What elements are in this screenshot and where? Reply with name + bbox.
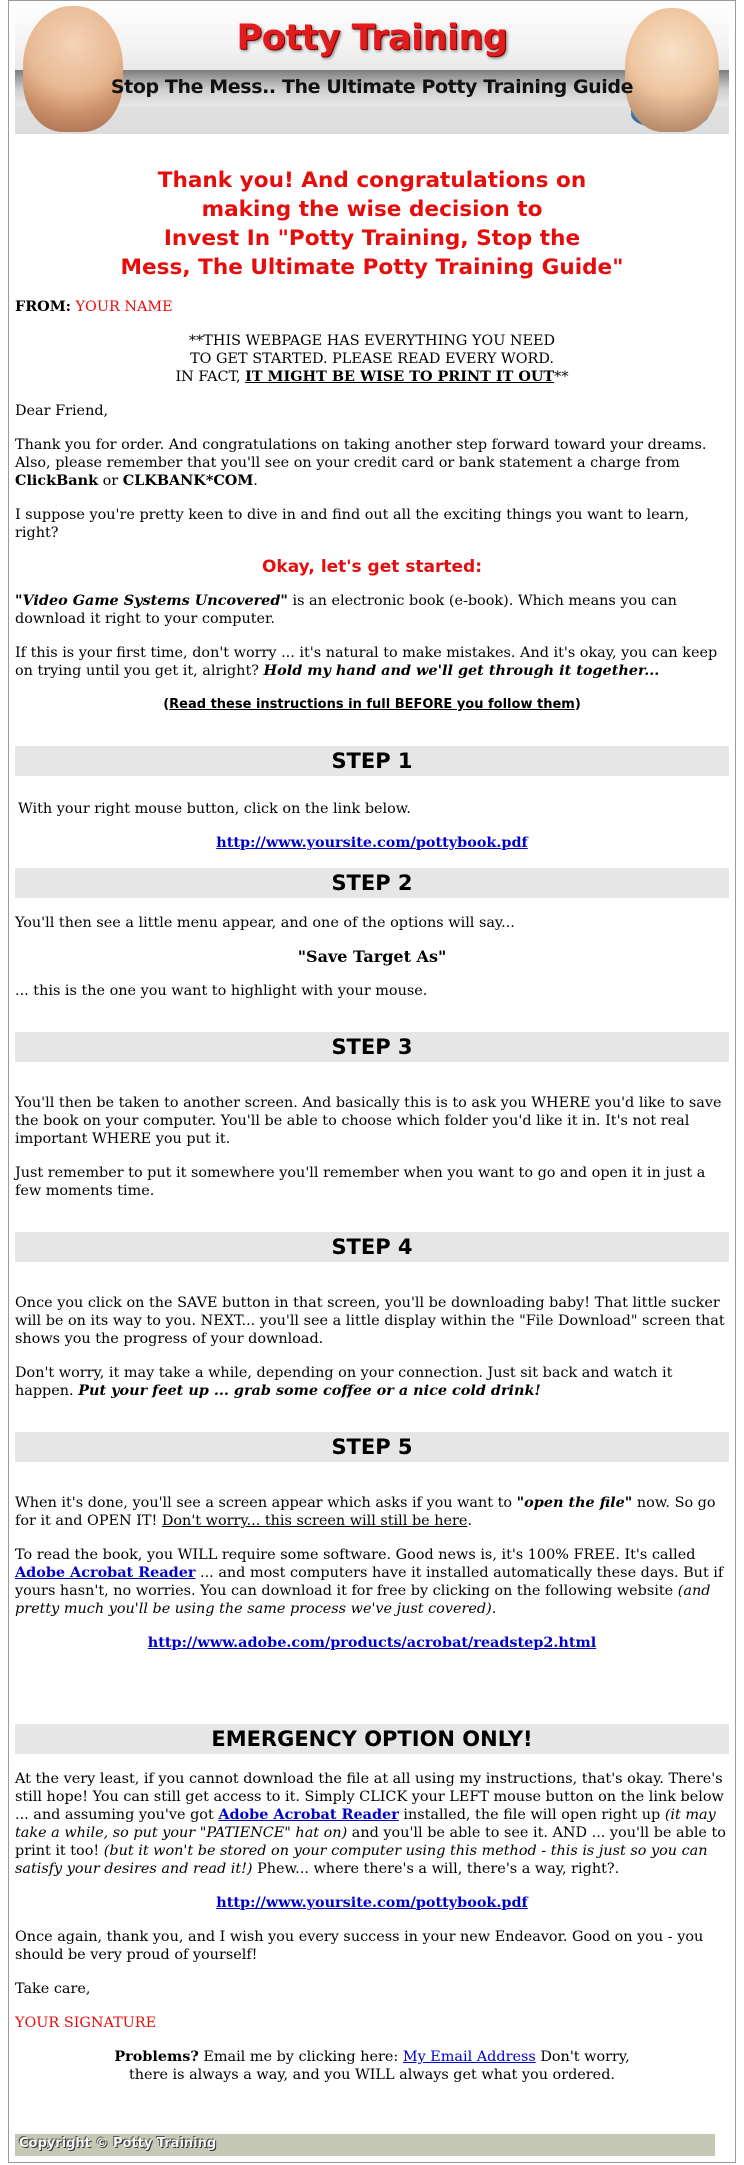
emergency-emphasis-1: (it may take a while, so put your "PATIENCE" hat on) (15, 1807, 716, 1841)
step-5-text-a: When it's done, you'll see a screen appear which asks if you want to (15, 1495, 513, 1511)
step-4-paragraph-1: Once you click on the SAVE button in that screen, you'll be downloading baby! That little sucker will be on its way to you. NEXT... you'll see a little display within the "File Download" screen that shows you the progress of your download. (15, 1295, 725, 1347)
step-1-link-line (15, 834, 729, 852)
step-3-paragraph-2: Just remember to put it somewhere you'll remember when you want to go and open it in just a few moments time. (15, 1165, 706, 1199)
emergency-pdf-link[interactable]: http://www.yoursite.com/pottybook.pdf (216, 1894, 528, 1911)
banner-title: Potty Training (236, 18, 508, 58)
notice-line-3-prefix: IN FACT, (175, 369, 241, 385)
step-2-after: ... this is the one you want to highlight with your mouse. (15, 983, 428, 999)
step-3-paragraph-1: You'll then be taken to another screen. And basically this is to ask you WHERE you'd like to save the book on your computer. You'll be able to choose which folder you'd like it in. It's not real important WHERE you put it. (15, 1095, 722, 1147)
print-notice (15, 332, 729, 386)
step-5-paragraph-1 (15, 1494, 729, 1530)
step-5-software-emphasis: (and pretty much you'll be using the same process we've just covered) (15, 1583, 711, 1617)
clkbank-label: CLKBANK*COM (122, 472, 254, 489)
greeting: Dear Friend, (15, 403, 109, 419)
pdf-download-link[interactable]: http://www.yoursite.com/pottybook.pdf (216, 834, 528, 851)
step-5-software-text: To read the book, you WILL require some software. Good news is, it's 100% FREE. It's called (15, 1547, 696, 1563)
first-time-paragraph (15, 644, 729, 680)
notice-suffix: ** (554, 369, 569, 385)
first-time-emphasis: Hold my hand and we'll get through it together... (263, 662, 660, 679)
notice-line-1: **THIS WEBPAGE HAS EVERYTHING YOU NEED (188, 333, 556, 349)
emergency-heading: EMERGENCY OPTION ONLY! (15, 1724, 729, 1754)
dont-worry-underline: Don't worry... this screen will still be here (161, 1513, 468, 1529)
step-5-end: . (467, 1513, 473, 1529)
clickbank-label: ClickBank (15, 472, 99, 489)
step-2-text: You'll then see a little menu appear, and one of the options will say... (15, 915, 515, 931)
problems-text-2: Don't worry, (540, 2049, 630, 2065)
problems-text: Email me by clicking here: (203, 2049, 399, 2065)
copyright-text: Copyright © Potty Training (19, 2136, 217, 2151)
thanks-line-3: Invest In "Potty Training, Stop the (163, 226, 581, 251)
adobe-download-link[interactable]: http://www.adobe.com/products/acrobat/readstep2.html (147, 1634, 597, 1651)
step-5-paragraph-2 (15, 1546, 729, 1618)
emergency-acrobat-link[interactable]: Adobe Acrobat Reader (218, 1806, 399, 1823)
notice-emphasis: IT MIGHT BE WISE TO PRINT IT OUT (245, 368, 555, 385)
step-5-text-b: now. So go for it and OPEN IT! (15, 1495, 716, 1529)
step-3-heading: STEP 3 (15, 1032, 729, 1062)
first-time-text: If this is your first time, don't worry ... it's natural to make mistakes. And it's okay, you can keep on trying until you get it, alright? (15, 645, 718, 679)
step-5-software-end: . (491, 1601, 497, 1617)
footer-bar (15, 2134, 715, 2156)
thanks-line-1: Thank you! And congratulations on (157, 168, 587, 193)
emergency-text-a: At the very least, if you cannot download the file at all using my instructions, that's okay. There's still hope! You can still get access to it. Simply CLICK your LEFT mouse button on the link below ... and assuming you've got (15, 1771, 724, 1823)
intro-paragraph (15, 436, 729, 490)
step-2-heading: STEP 2 (15, 868, 729, 898)
step-4-paragraph-2 (15, 1364, 729, 1400)
main-content (15, 150, 729, 2100)
header-banner (15, 2, 729, 134)
banner-subtitle: Stop The Mess.. The Ultimate Potty Training Guide (110, 76, 634, 98)
ebook-title: "Video Game Systems Uncovered" (15, 592, 288, 609)
take-care: Take care, (15, 1981, 91, 1997)
emergency-link-line (15, 1894, 729, 1912)
intro-end: . (253, 473, 258, 489)
save-target-option: "Save Target As" (297, 947, 447, 966)
problems-line-2: there is always a way, and you WILL always get what you ordered. (129, 2067, 615, 2083)
intro-text: Thank you for order. And congratulations on taking another step forward toward your dreams. Also, please remember that you'll see on your credit card or bank statement a charge from (15, 437, 707, 471)
thanks-line-4: Mess, The Ultimate Potty Training Guide" (120, 255, 624, 280)
adobe-link-line (15, 1634, 729, 1652)
problems-label: Problems? (114, 2048, 199, 2065)
thank-you-headline (15, 166, 729, 282)
step-4-emphasis: Put your feet up ... grab some coffee or a nice cold drink! (78, 1382, 541, 1399)
emergency-paragraph (15, 1770, 729, 1878)
email-link[interactable]: My Email Address (402, 2049, 536, 2065)
open-the-file-emphasis: "open the file" (516, 1494, 633, 1511)
step-4-heading: STEP 4 (15, 1232, 729, 1262)
emergency-text-b: installed, the file will open right up (403, 1807, 661, 1823)
ebook-text: is an electronic book (e-book). Which means you can download it right to your computer. (15, 593, 677, 627)
step-5-software-text-b: ... and most computers have it installed automatically these days. But if yours hasn't, no worries. You can download it for free by clicking on the following website (15, 1565, 724, 1599)
step-1-text: With your right mouse button, click on the link below. (18, 801, 411, 817)
emergency-text-d: Phew... where there's a will, there's a way, right?. (257, 1861, 620, 1877)
ebook-paragraph (15, 592, 729, 628)
from-line (15, 298, 729, 316)
step-5-heading: STEP 5 (15, 1432, 729, 1462)
keen-paragraph: I suppose you're pretty keen to dive in and find out all the exciting things you want to learn, right? (15, 507, 689, 541)
from-name: YOUR NAME (75, 299, 173, 315)
emergency-text-c: and you'll be able to see it. AND ... you'll be able to print it too! (15, 1825, 726, 1859)
get-started-heading: Okay, let's get started: (261, 557, 483, 577)
signature: YOUR SIGNATURE (15, 2015, 157, 2031)
intro-or: or (102, 473, 119, 489)
notice-line-2: TO GET STARTED. PLEASE READ EVERY WORD. (190, 351, 554, 367)
thanks-line-2: making the wise decision to (201, 197, 543, 222)
step-1-heading: STEP 1 (15, 746, 729, 776)
from-label: FROM: (15, 298, 71, 315)
read-instructions-text: Read these instructions in full BEFORE you follow them (169, 697, 575, 712)
step-4-text: Don't worry, it may take a while, depending on your connection. Just sit back and watch it happen. (15, 1365, 673, 1399)
emergency-emphasis-2: (but it won't be stored on your computer using this method - this is just so you can satisfy your desires and read it!) (15, 1843, 708, 1877)
read-instructions-line: (Read these instructions in full BEFORE you follow them) (163, 697, 581, 712)
closing-paragraph: Once again, thank you, and I wish you every success in your new Endeavor. Good on you - you should be very proud of yourself! (15, 1929, 704, 1963)
adobe-acrobat-link[interactable]: Adobe Acrobat Reader (15, 1564, 196, 1581)
problems-line (15, 2048, 729, 2084)
